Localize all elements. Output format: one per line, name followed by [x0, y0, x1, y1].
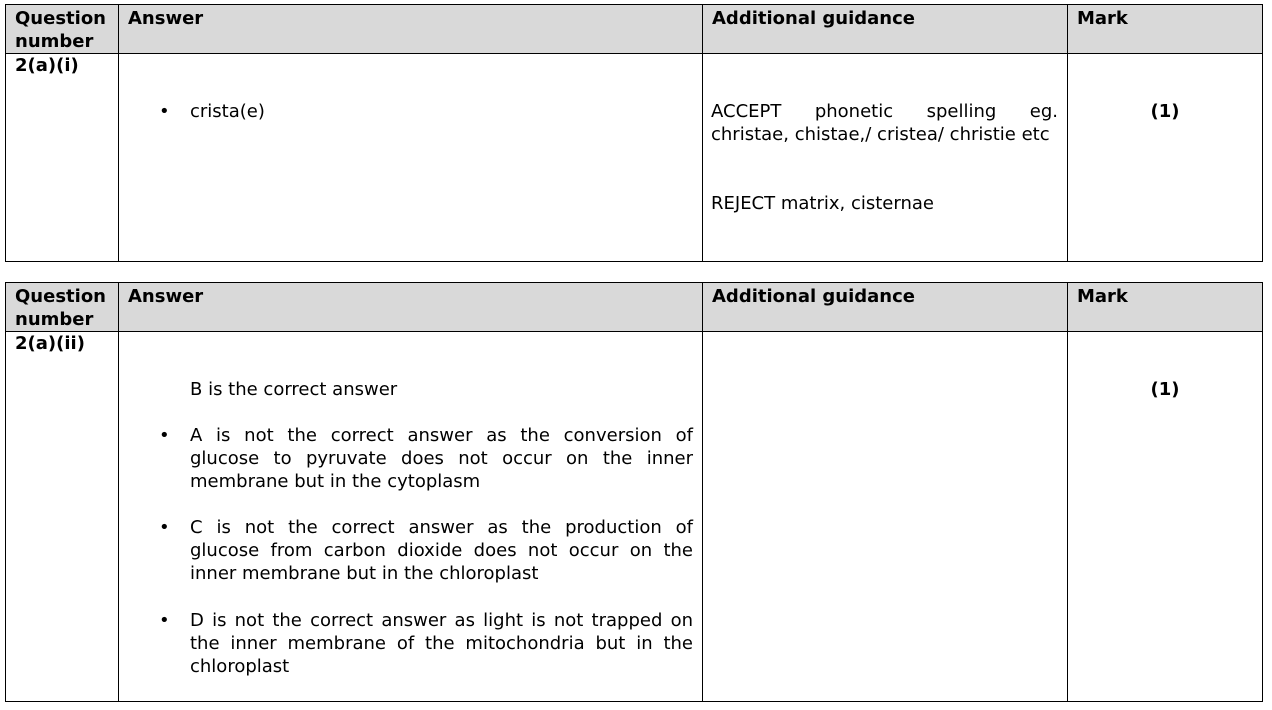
- bullet-icon: •: [159, 425, 170, 446]
- header-additional-guidance: Additional guidance: [703, 5, 1068, 54]
- table-row: [6, 54, 1263, 262]
- distractor-c-text: C is not the correct answer as the production of glucose from carbon dioxide does not occur on the inner membrane but in the chloroplast: [190, 517, 693, 584]
- header-answer: Answer: [119, 5, 703, 54]
- question-number: 2(a)(i): [6, 54, 119, 262]
- correct-answer-text: B is the correct answer: [190, 379, 398, 400]
- mark-scheme-table-2a-i: [5, 4, 1263, 262]
- bullet-icon: •: [159, 610, 170, 631]
- header-mark: Mark: [1068, 5, 1263, 54]
- guidance-cell: [703, 332, 1068, 702]
- distractor-d-text: D is not the correct answer as light is not trapped on the inner membrane of the mitochondria but in the chloroplast: [190, 610, 693, 677]
- table-row: [6, 332, 1263, 702]
- mark-value: (1): [1150, 101, 1180, 122]
- answer-cell: [119, 54, 703, 262]
- guidance-reject: REJECT matrix, cisternae: [711, 193, 934, 214]
- answer-text: crista(e): [190, 101, 265, 122]
- bullet-icon: •: [159, 101, 170, 122]
- answer-cell: [119, 332, 703, 702]
- table-header-row: [6, 5, 1263, 54]
- mark-cell: [1068, 332, 1263, 702]
- table-header-row: [6, 283, 1263, 332]
- guidance-cell: [703, 54, 1068, 262]
- mark-value: (1): [1150, 379, 1180, 400]
- header-mark: Mark: [1068, 283, 1263, 332]
- bullet-icon: •: [159, 517, 170, 538]
- distractor-a-text: A is not the correct answer as the conversion of glucose to pyruvate does not occur on the inner membrane but in the cytoplasm: [190, 425, 693, 492]
- header-answer: Answer: [119, 283, 703, 332]
- question-number: 2(a)(ii): [6, 332, 119, 702]
- mark-scheme-table-2a-ii: [5, 282, 1263, 702]
- header-question-number: Question number: [6, 283, 119, 332]
- mark-cell: [1068, 54, 1263, 262]
- header-additional-guidance: Additional guidance: [703, 283, 1068, 332]
- guidance-accept: ACCEPT phonetic spelling eg. christae, chistae,/ cristea/ christie etc: [711, 101, 1058, 145]
- header-question-number: Question number: [6, 5, 119, 54]
